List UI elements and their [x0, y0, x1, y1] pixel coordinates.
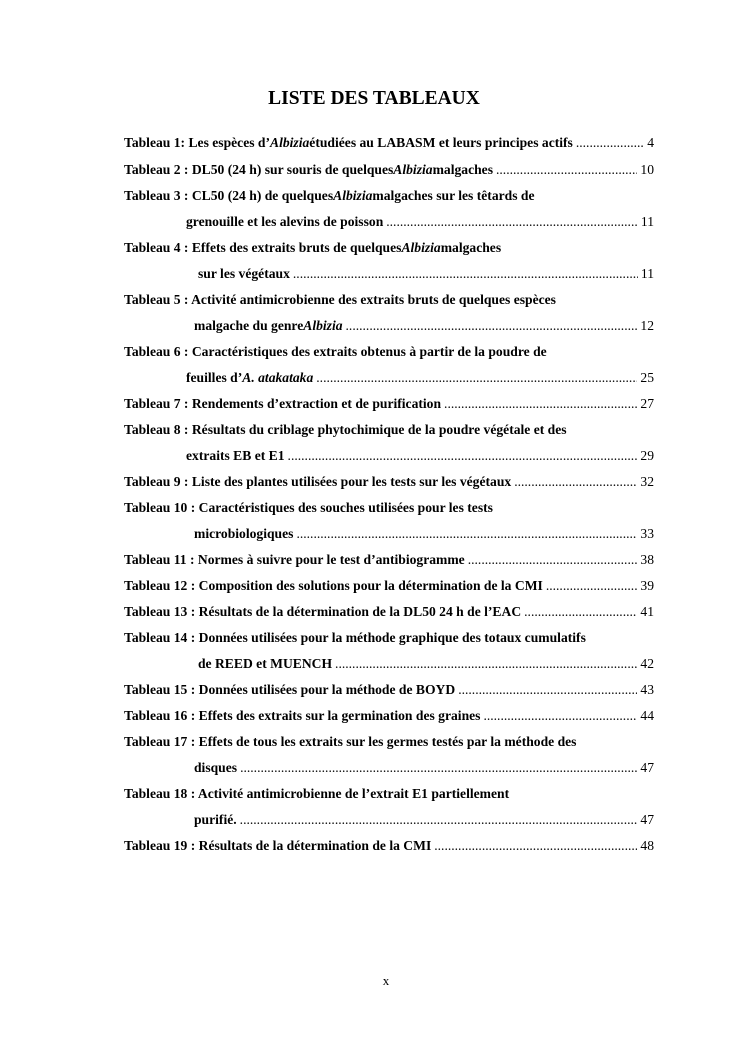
toc-entry-line [194, 526, 654, 546]
toc-entry-italic: A. atakataka [242, 370, 314, 385]
leader-dots [335, 656, 637, 672]
toc-entry-line [124, 682, 654, 702]
leader-dots [293, 266, 638, 282]
toc-entry-text: disques [194, 760, 238, 775]
toc-entry-line [124, 786, 654, 806]
toc-entry-line [198, 656, 654, 676]
toc-entry-line [124, 396, 654, 416]
toc-entry-text: feuilles d’ [186, 370, 243, 385]
toc-entry-text: Tableau 5 : Activité antimicrobienne des extraits bruts de quelques espèces [124, 292, 556, 307]
toc-entry-text-tail: étudiées au LABASM et leurs principes actifs [309, 135, 573, 150]
toc-entry-text: Tableau 2 : DL50 (24 h) sur souris de quelques [124, 162, 394, 177]
toc-entry-text: Tableau 12 : Composition des solutions pour la détermination de la CMI [124, 578, 543, 593]
toc-page-number: 10 [640, 162, 654, 177]
toc-entry-text: Tableau 19 : Résultats de la détermination de la CMI [124, 838, 432, 853]
toc-page-number: 39 [640, 578, 654, 593]
toc-entry-text: malgache du genre [194, 318, 304, 333]
toc-entry-text-tail: malgaches [440, 240, 502, 255]
toc-page-number: 43 [640, 682, 654, 697]
toc-page-number: 11 [640, 266, 654, 281]
toc-entry-line [186, 448, 654, 468]
toc-entry-text: grenouille et les alevins de poisson [186, 214, 384, 229]
toc-entry-text: Tableau 17 : Effets de tous les extraits sur les germes testés par la méthode des [124, 734, 577, 749]
toc-entry-line [198, 266, 654, 286]
toc-page-number: 11 [640, 214, 654, 229]
toc-entry-line [124, 162, 654, 182]
toc-entry-italic: Albizia [393, 162, 433, 177]
toc-entry-text: Tableau 7 : Rendements d’extraction et de purification [124, 396, 442, 411]
toc-page-number: 41 [640, 604, 654, 619]
toc-entry-text: purifié. [194, 812, 237, 827]
toc-page-number: 32 [640, 474, 654, 489]
toc-entry-line [124, 422, 654, 442]
toc-entry-line [194, 318, 654, 338]
toc-entry-line [124, 344, 654, 364]
toc-entry-text: de REED et MUENCH [198, 656, 333, 671]
toc-entry-line [124, 135, 654, 155]
toc-page-number: 4 [647, 135, 654, 150]
toc-entry-line [124, 292, 654, 312]
leader-dots [240, 760, 637, 776]
leader-dots [316, 370, 637, 386]
leader-dots [496, 162, 637, 178]
toc-entry-text: Tableau 18 : Activité antimicrobienne de l’extrait E1 partiellement [124, 786, 510, 801]
toc-entry-line [124, 552, 654, 572]
toc-entry-text: sur les végétaux [198, 266, 290, 281]
toc-entry-line [194, 812, 654, 832]
toc-entry-line [124, 474, 654, 494]
toc-entry-line [186, 370, 654, 390]
toc-entry-italic: Albizia [303, 318, 343, 333]
leader-dots [524, 604, 637, 620]
toc-page-number: 27 [640, 396, 654, 411]
toc-entry-text: Tableau 11 : Normes à suivre pour le test d’antibiogramme [124, 552, 465, 567]
toc-entry-line [124, 188, 654, 208]
toc-entry-line [124, 500, 654, 520]
toc-page-number: 47 [640, 760, 654, 775]
leader-dots [346, 318, 638, 334]
toc-entry-text: Tableau 1: Les espèces d’ [124, 135, 271, 150]
toc-entry-line [186, 214, 654, 234]
toc-entry-text: microbiologiques [194, 526, 294, 541]
toc-page-number: 12 [640, 318, 654, 333]
toc-entry-line [124, 578, 654, 598]
leader-dots [434, 838, 637, 854]
toc-entry-text-tail: malgaches [432, 162, 493, 177]
toc-page-number: 38 [640, 552, 654, 567]
toc-entry-line [124, 734, 654, 754]
leader-dots [468, 552, 638, 568]
leader-dots [288, 448, 638, 464]
leader-dots [514, 474, 637, 490]
leader-dots [386, 214, 638, 230]
toc-entry-text: Tableau 15 : Données utilisées pour la méthode de BOYD [124, 682, 456, 697]
toc-entry-line [124, 240, 654, 260]
page-number: x [382, 973, 390, 988]
toc-entry-text: Tableau 9 : Liste des plantes utilisées pour les tests sur les végétaux [124, 474, 512, 489]
leader-dots [576, 135, 644, 151]
toc-entry-text: Tableau 14 : Données utilisées pour la méthode graphique des totaux cumulatifs [124, 630, 586, 645]
leader-dots [444, 396, 637, 412]
toc-entry-text: Tableau 10 : Caractéristiques des souches utilisées pour les tests [124, 500, 493, 515]
toc-page-number: 47 [640, 812, 654, 827]
toc-entry-line [124, 630, 654, 650]
toc-entry-line [124, 604, 654, 624]
page-title: LISTE DES TABLEAUX [268, 88, 480, 109]
toc-entry-text: Tableau 3 : CL50 (24 h) de quelques [124, 188, 334, 203]
toc-page-number: 48 [640, 838, 654, 853]
toc-entry-italic: Albizia [401, 240, 441, 255]
toc-entry-line [124, 708, 654, 728]
leader-dots [458, 682, 637, 698]
toc-entry-text: Tableau 16 : Effets des extraits sur la germination des graines [124, 708, 481, 723]
toc-entry-italic: Albizia [333, 188, 373, 203]
toc-entry-text-tail: malgaches sur les têtards de [372, 188, 535, 203]
toc-entry-line [124, 838, 654, 858]
leader-dots [296, 526, 637, 542]
toc-entry-text: Tableau 8 : Résultats du criblage phytochimique de la poudre végétale et des [124, 422, 567, 437]
toc-entry-text: Tableau 13 : Résultats de la détermination de la DL50 24 h de l’EAC [124, 604, 522, 619]
toc-entry-text: extraits EB et E1 [186, 448, 285, 463]
toc-page-number: 25 [640, 370, 654, 385]
leader-dots [546, 578, 638, 594]
toc-page-number: 33 [640, 526, 654, 541]
toc-page-number: 29 [640, 448, 654, 463]
toc-page-number: 44 [640, 708, 654, 723]
leader-dots [483, 708, 637, 724]
toc-entry-text: Tableau 4 : Effets des extraits bruts de quelques [124, 240, 402, 255]
toc-entry-line [194, 760, 654, 780]
leader-dots [240, 812, 638, 828]
toc-page-number: 42 [640, 656, 654, 671]
toc-entry-text: Tableau 6 : Caractéristiques des extraits obtenus à partir de la poudre de [124, 344, 547, 359]
toc-entry-italic: Albizia [270, 135, 310, 150]
